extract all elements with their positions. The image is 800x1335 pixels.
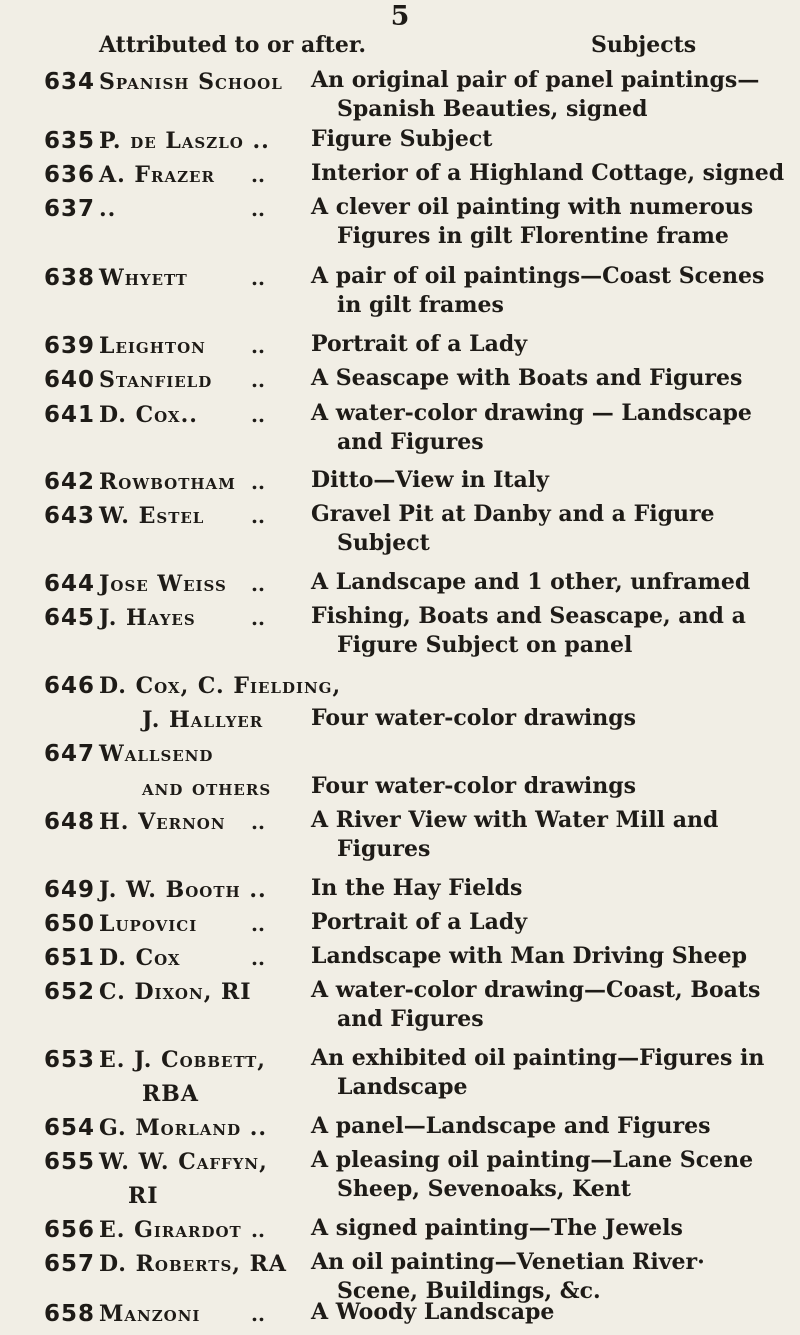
subject-line: Interior of a Highland Cottage, signed — [311, 160, 785, 186]
lot-number: 645 — [44, 605, 96, 631]
subject-continuation: and Figures — [337, 429, 484, 455]
artist-name: H. Vernon — [99, 809, 226, 835]
lot-number: 650 — [44, 911, 96, 937]
subject-text — [311, 330, 786, 359]
lot-number: 639 — [44, 333, 96, 359]
artist-name: Whyett — [99, 265, 188, 291]
lot-number: 642 — [44, 469, 96, 495]
lot-number: 636 — [44, 162, 96, 188]
artist-name: D. Cox, C. Fielding, — [99, 673, 342, 699]
lot-number: 641 — [44, 402, 96, 428]
lot-number: 647 — [44, 741, 96, 767]
leader-dots: .. — [251, 197, 265, 221]
artist-name-line2: RBA — [142, 1081, 199, 1107]
subject-line: In the Hay Fields — [311, 875, 523, 901]
leader-dots: .. — [251, 163, 265, 187]
subject-text — [311, 1146, 786, 1204]
subject-text — [311, 125, 786, 154]
artist-name: .. — [99, 196, 117, 222]
leader-dots: .. — [251, 810, 265, 834]
lot-number: 651 — [44, 945, 96, 971]
subject-line: Portrait of a Lady — [311, 909, 528, 935]
subject-text — [311, 1214, 786, 1243]
subject-text — [311, 704, 786, 733]
subject-line: Figure Subject — [311, 126, 493, 152]
lot-number: 648 — [44, 809, 96, 835]
subject-line: Four water-color drawings — [311, 705, 637, 731]
column-header-attributed: Attributed to or after. — [99, 32, 367, 58]
subject-text — [311, 874, 786, 903]
column-header-subjects: Subjects — [591, 32, 697, 58]
leader-dots: .. — [251, 266, 265, 290]
subject-line: An oil painting—Venetian River· — [311, 1249, 705, 1275]
leader-dots: .. — [251, 368, 265, 392]
subject-line: A Woody Landscape — [311, 1299, 555, 1325]
artist-name: D. Cox.. — [99, 402, 198, 428]
lot-number: 653 — [44, 1047, 96, 1073]
subject-text — [311, 262, 786, 320]
artist-name: Rowbotham — [99, 469, 236, 495]
subject-line: A panel—Landscape and Figures — [311, 1113, 711, 1139]
artist-name: Lupovici — [99, 911, 198, 937]
leader-dots: .. — [251, 504, 265, 528]
subject-line: Gravel Pit at Danby and a Figure — [311, 501, 715, 527]
subject-text — [311, 602, 786, 660]
subject-continuation: Sheep, Sevenoaks, Kent — [337, 1176, 631, 1202]
subject-line: A clever oil painting with numerous — [311, 194, 754, 220]
subject-text — [311, 568, 786, 597]
subject-text — [311, 1044, 786, 1102]
subject-text — [311, 908, 786, 937]
lot-number: 635 — [44, 128, 96, 154]
subject-text — [311, 399, 786, 457]
leader-dots: .. — [251, 572, 265, 596]
subject-continuation: and Figures — [337, 1006, 484, 1032]
artist-name: D. Roberts, RA — [99, 1251, 287, 1277]
subject-continuation: Figures — [337, 836, 431, 862]
lot-number: 640 — [44, 367, 96, 393]
subject-text — [311, 159, 786, 188]
subject-continuation: Figure Subject on panel — [337, 632, 633, 658]
lot-number: 644 — [44, 571, 96, 597]
artist-name: D. Cox — [99, 945, 181, 971]
subject-line: An exhibited oil painting—Figures in — [311, 1045, 765, 1071]
artist-name: Stanfield — [99, 367, 213, 393]
artist-name: W. Estel — [99, 503, 205, 529]
artist-name: W. W. Caffyn, — [99, 1149, 268, 1175]
lot-number: 649 — [44, 877, 96, 903]
artist-name: Spanish School — [99, 69, 283, 95]
subject-text — [311, 66, 786, 124]
subject-line: A water-color drawing — Landscape — [311, 400, 752, 426]
artist-name: C. Dixon, RI — [99, 979, 252, 1005]
subject-continuation: in gilt frames — [337, 292, 504, 318]
subject-text — [311, 1298, 786, 1327]
lot-number: 638 — [44, 265, 96, 291]
lot-number: 646 — [44, 673, 96, 699]
subject-line: Fishing, Boats and Seascape, and a — [311, 603, 746, 629]
leader-dots: .. — [251, 470, 265, 494]
subject-line: A pair of oil paintings—Coast Scenes — [311, 263, 765, 289]
artist-name: J. Hayes — [99, 605, 196, 631]
lot-number: 643 — [44, 503, 96, 529]
artist-name: Jose Weiss — [99, 571, 227, 597]
subject-line: A pleasing oil painting—Lane Scene — [311, 1147, 754, 1173]
subject-line: A Seascape with Boats and Figures — [311, 365, 743, 391]
leader-dots: .. — [251, 1218, 265, 1242]
leader-dots: .. — [251, 403, 265, 427]
subject-text — [311, 500, 786, 558]
lot-number: 658 — [44, 1301, 96, 1327]
leader-dots: .. — [251, 946, 265, 970]
subject-text — [311, 193, 786, 251]
lot-number: 654 — [44, 1115, 96, 1141]
artist-name: P. de Laszlo .. — [99, 128, 270, 154]
artist-name: E. J. Cobbett, — [99, 1047, 266, 1073]
subject-line: A signed painting—The Jewels — [311, 1215, 683, 1241]
lot-number: 655 — [44, 1149, 96, 1175]
subject-text — [311, 806, 786, 864]
subject-continuation: Subject — [337, 530, 430, 556]
artist-name: E. Girardot — [99, 1217, 242, 1243]
subject-text — [311, 466, 786, 495]
leader-dots: .. — [251, 334, 265, 358]
lot-number: 657 — [44, 1251, 96, 1277]
subject-line: Four water-color drawings — [311, 773, 637, 799]
subject-line: Ditto—View in Italy — [311, 467, 549, 493]
lot-number: 656 — [44, 1217, 96, 1243]
artist-name: Leighton — [99, 333, 206, 359]
subject-line: A water-color drawing—Coast, Boats — [311, 977, 761, 1003]
subject-line: An original pair of panel paintings— — [311, 67, 760, 93]
subject-text — [311, 772, 786, 801]
artist-name: Manzoni — [99, 1301, 201, 1327]
artist-name-line2: J. Hallyer — [142, 707, 264, 733]
subject-line: A River View with Water Mill and — [311, 807, 719, 833]
subject-text — [311, 1112, 786, 1141]
subject-line: Landscape with Man Driving Sheep — [311, 943, 748, 969]
artist-name-line2: and others — [142, 775, 272, 801]
leader-dots: .. — [251, 606, 265, 630]
subject-continuation: Scene, Buildings, &c. — [337, 1278, 601, 1304]
lot-number: 634 — [44, 69, 96, 95]
subject-continuation: Spanish Beauties, signed — [337, 96, 648, 122]
subject-continuation: Landscape — [337, 1074, 468, 1100]
leader-dots: .. — [251, 1302, 265, 1326]
subject-continuation: Figures in gilt Florentine frame — [337, 223, 729, 249]
leader-dots: .. — [251, 912, 265, 936]
artist-name-line2: RI — [128, 1183, 159, 1209]
subject-text — [311, 942, 786, 971]
subject-line: A Landscape and 1 other, unframed — [311, 569, 751, 595]
subject-line: Portrait of a Lady — [311, 331, 528, 357]
page-number: 5 — [390, 1, 410, 32]
subject-text — [311, 364, 786, 393]
artist-name: G. Morland .. — [99, 1115, 268, 1141]
artist-name: A. Frazer — [99, 162, 215, 188]
lot-number: 637 — [44, 196, 96, 222]
subject-text — [311, 976, 786, 1034]
artist-name: J. W. Booth .. — [99, 877, 267, 903]
lot-number: 652 — [44, 979, 96, 1005]
artist-name: Wallsend — [99, 741, 214, 767]
